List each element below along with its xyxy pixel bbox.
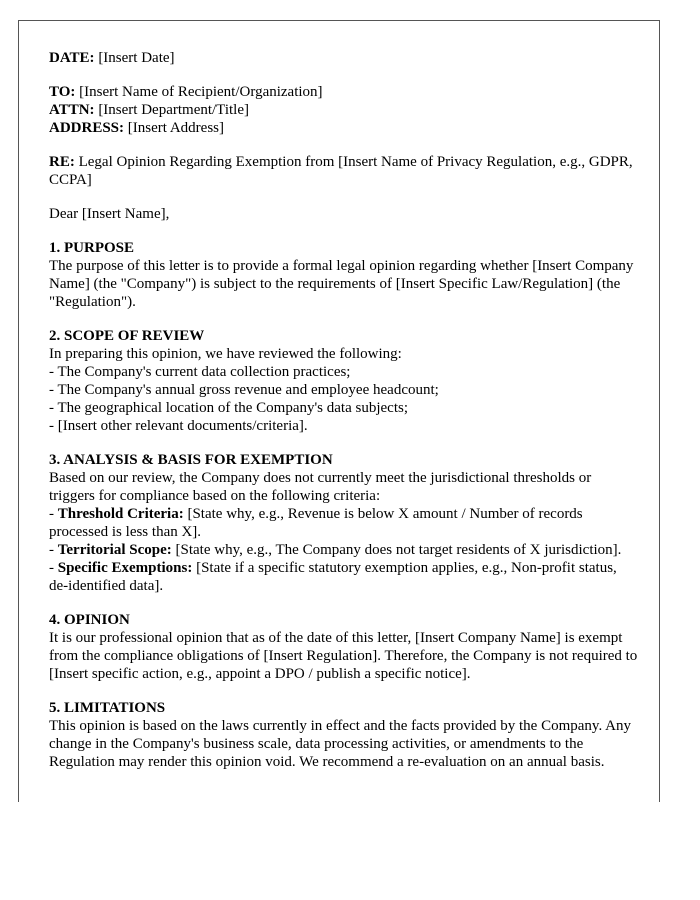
date-value: [Insert Date] bbox=[94, 50, 175, 66]
section-purpose bbox=[49, 239, 639, 311]
re-value: Legal Opinion Regarding Exemption from [Insert Name of Privacy Regulation, e.g., GDPR, CCPA] bbox=[49, 154, 633, 188]
attn-label: ATTN: bbox=[49, 102, 95, 118]
section-heading: 2. SCOPE OF REVIEW bbox=[49, 328, 205, 344]
letter-content bbox=[49, 49, 639, 787]
section-heading: 1. PURPOSE bbox=[49, 240, 135, 256]
address-value: [Insert Address] bbox=[124, 120, 224, 136]
list-item bbox=[49, 541, 639, 559]
list-item bbox=[49, 505, 639, 541]
date-line bbox=[49, 49, 639, 67]
item-prefix: - bbox=[49, 542, 58, 558]
item-label: Specific Exemptions: bbox=[57, 560, 193, 576]
salutation bbox=[49, 205, 639, 223]
section-opinion bbox=[49, 611, 639, 683]
item-text: [State if a specific statutory exemption applies, e.g., Non-profit status, de-identified data]. bbox=[49, 560, 617, 594]
section-body: This opinion is based on the laws currently in effect and the facts provided by the Company. Any change in the Company's business scale, data processing activities, or amendments to the Regulation may render this opinion void. We recommend a re-evaluation on an annual basis. bbox=[49, 718, 631, 770]
list-item: - The Company's current data collection practices; bbox=[49, 364, 351, 380]
section-body: The purpose of this letter is to provide a formal legal opinion regarding whether [Insert Company Name] (the "Company") is subject to the requirements of [Insert Specific Law/Regulation] (the "Regulation"). bbox=[49, 258, 634, 310]
item-label: Threshold Criteria: bbox=[57, 506, 184, 522]
section-heading: 3. ANALYSIS & BASIS FOR EXEMPTION bbox=[49, 452, 333, 468]
scope-list bbox=[49, 363, 639, 435]
list-item bbox=[49, 559, 639, 595]
list-item: - [Insert other relevant documents/criteria]. bbox=[49, 418, 308, 434]
list-item: - The geographical location of the Company's data subjects; bbox=[49, 400, 408, 416]
attn-value: [Insert Department/Title] bbox=[94, 102, 249, 118]
item-prefix: - bbox=[49, 560, 58, 576]
section-limitations bbox=[49, 699, 639, 771]
section-analysis bbox=[49, 451, 639, 595]
to-value: [Insert Name of Recipient/Organization] bbox=[75, 84, 323, 100]
to-label: TO: bbox=[49, 84, 76, 100]
section-scope bbox=[49, 327, 639, 435]
re-line bbox=[49, 153, 639, 189]
section-body: It is our professional opinion that as of the date of this letter, [Insert Company Name] is exempt from the compliance obligations of [Insert Regulation]. Therefore, the Company is not required to [Insert specific action, e.g., appoint a DPO / publish a specific notice]. bbox=[49, 630, 638, 682]
item-prefix: - bbox=[49, 506, 58, 522]
section-intro: In preparing this opinion, we have reviewed the following: bbox=[49, 346, 402, 362]
address-label: ADDRESS: bbox=[49, 120, 125, 136]
list-item: - The Company's annual gross revenue and employee headcount; bbox=[49, 382, 439, 398]
salutation-text: Dear [Insert Name], bbox=[49, 206, 170, 222]
recipient-block bbox=[49, 83, 639, 137]
section-heading: 5. LIMITATIONS bbox=[49, 700, 166, 716]
section-intro: Based on our review, the Company does not currently meet the jurisdictional thresholds or triggers for compliance based on the following criteria: bbox=[49, 470, 592, 504]
item-text: [State why, e.g., The Company does not target residents of X jurisdiction]. bbox=[171, 542, 622, 558]
letter-page bbox=[18, 20, 660, 802]
item-text: [State why, e.g., Revenue is below X amount / Number of records processed is less than X]. bbox=[49, 506, 583, 540]
re-label: RE: bbox=[49, 154, 75, 170]
item-label: Territorial Scope: bbox=[57, 542, 172, 558]
section-heading: 4. OPINION bbox=[49, 612, 130, 628]
date-label: DATE: bbox=[49, 50, 95, 66]
